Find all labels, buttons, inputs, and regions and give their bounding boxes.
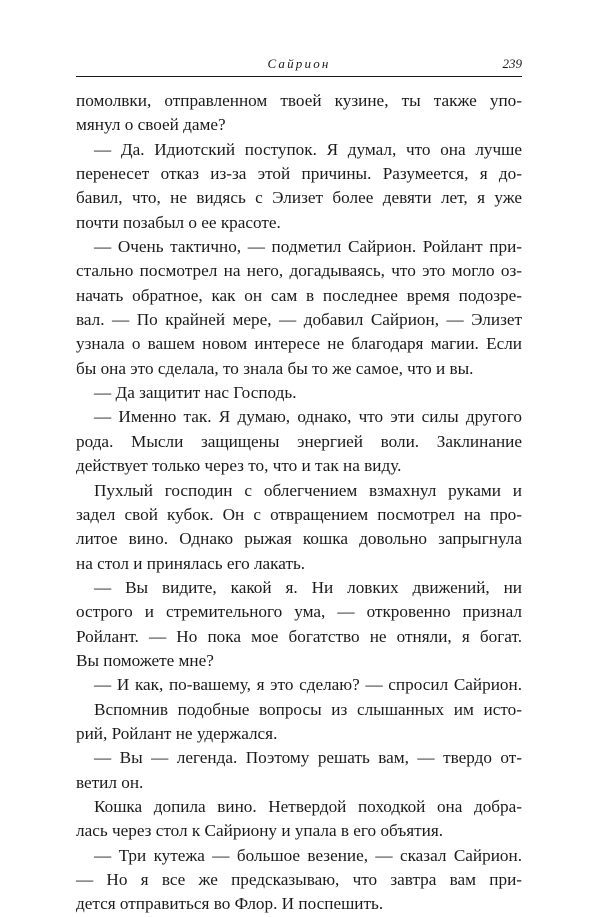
text-line: рода. Мысли защищены энергией воли. Заклинание — [76, 431, 522, 451]
body-text — [76, 89, 522, 917]
text-line: Вы поможете мне? — [76, 650, 214, 670]
text-line: — Вы видите, какой я. Ни ловких движений, ни — [94, 577, 522, 597]
text-line: Вспомнив подобные вопросы из слышанных им исто- — [94, 699, 522, 719]
text-line: лась через стол к Сайриону и упала в его объятия. — [76, 821, 444, 841]
text-line: помолвки, отправленном твоей кузине, ты также упо- — [76, 91, 522, 110]
text-line: узнала о вашем новом интересе не благодаря магии. Если — [76, 334, 522, 354]
running-header — [76, 56, 522, 72]
text-line: вал. — По крайней мере, — добавил Сайрион, — Элизет — [76, 310, 522, 330]
text-line: Ройлант. — Но пока мое богатство не отняли, я богат. — [76, 626, 522, 646]
text-line: острого и стремительного ума, — откровенно признал — [76, 602, 522, 622]
text-line: действует только через то, что и так на виду. — [76, 456, 402, 476]
text-line: почти позабыл о ее красоте. — [76, 212, 281, 232]
text-line: — Да защитит нас Господь. — [94, 383, 297, 403]
text-line: бавил, что, не видясь с Элизет более девяти лет, я уже — [76, 188, 522, 208]
page-number: 239 — [502, 56, 522, 71]
text-line: — Да. Идиотский поступок. Я думал, что она лучше — [94, 139, 522, 159]
text-line: — И как, по-вашему, я это сделаю? — спросил Сайрион. — [94, 675, 522, 695]
text-line: Пухлый господин с облегчением взмахнул руками и — [94, 480, 522, 500]
running-title: Сайрион — [267, 56, 331, 71]
text-line: — Три кутежа — большое везение, — сказал Сайрион. — [94, 845, 522, 865]
header-rule — [76, 76, 522, 77]
text-line: начать обратное, как он сам в последнее время подозре- — [76, 285, 522, 305]
text-line: бы она это сделала, то знала бы то же самое, что и вы. — [76, 358, 474, 378]
text-line: мянул о своей даме? — [76, 115, 226, 135]
text-line: стально посмотрел на него, догадываясь, что это могло оз- — [76, 261, 522, 281]
text-line: — Именно так. Я думаю, однако, что эти силы другого — [94, 407, 522, 427]
text-line: — Вы — легенда. Поэтому решать вам, — твердо от- — [94, 748, 522, 768]
text-line: перенесет отказ из-за этой причины. Разумеется, я до- — [76, 164, 522, 184]
text-line: дется отправиться во Флор. И поспешить. — [76, 894, 384, 914]
text-line: на стол и принялась его лакать. — [76, 553, 306, 573]
text-line: — Но я все же предсказываю, что завтра вам при- — [76, 870, 522, 889]
text-line: Кошка допила вино. Нетвердой походкой она добра- — [94, 796, 522, 816]
text-line: задел свой кубок. Он с отвращением посмотрел на про- — [76, 504, 522, 524]
text-line: литое вино. Однако рыжая кошка довольно запрыгнула — [76, 529, 522, 549]
text-line: ветил он. — [76, 772, 144, 792]
text-line: рий, Ройлант не удержался. — [76, 723, 278, 743]
text-line: — Очень тактично, — подметил Сайрион. Ройлант при- — [94, 237, 522, 257]
